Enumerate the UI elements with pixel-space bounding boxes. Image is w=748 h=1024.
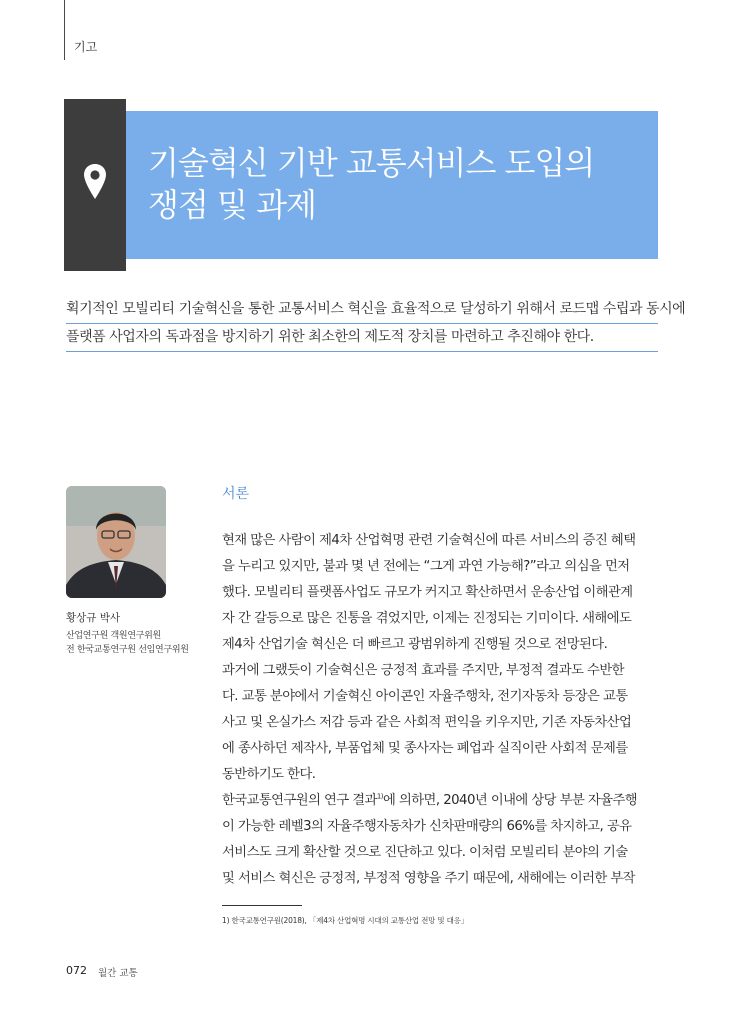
body-line: 자 간 갈등으로 많은 진통을 겪었지만, 이제는 진정되는 기미이다. 새해에도 <box>222 611 632 626</box>
magazine-name: 월간 교통 <box>98 968 138 979</box>
title-line: 쟁점 및 과제 <box>148 186 316 224</box>
body-line: 과거에 그랬듯이 기술혁신은 긍정적 효과를 주지만, 부정적 결과도 수반한 <box>222 663 624 678</box>
summary-line: 플랫폼 사업자의 독과점을 방지하기 위한 최소한의 제도적 장치를 마련하고 추진해야 한다. <box>66 324 658 352</box>
body-line: 현재 많은 사람이 제4차 산업혁명 관련 기술혁신에 따른 서비스의 증진 혜택 <box>222 533 636 548</box>
section-heading: 서론 <box>222 486 250 502</box>
body-line: 에 종사하던 제작사, 부품업체 및 종사자는 폐업과 실직이란 사회적 문제를 <box>222 741 628 756</box>
body-text <box>222 528 658 892</box>
body-line: 및 서비스 혁신은 긍정적, 부정적 영향을 주기 때문에, 새해에는 이러한 부작 <box>222 871 635 886</box>
body-line: 이 가능한 레벨3의 자율주행자동차가 신차판매량의 66%를 차지하고, 공유 <box>222 819 632 834</box>
author-name: 황상규 박사 <box>66 612 121 624</box>
body-line: 다. 교통 분야에서 기술혁신 아이콘인 자율주행차, 전기자동차 등장은 교통 <box>222 689 628 704</box>
pin-block <box>64 99 126 271</box>
footnote: 1) 한국교통연구원(2018), 「제4차 산업혁명 시대의 교통산업 전망 및 대응」 <box>222 916 468 925</box>
author-role: 산업연구원 객원연구위원 <box>66 631 161 641</box>
footnote-rule <box>222 905 302 906</box>
body-line: 서비스도 크게 확산할 것으로 진단하고 있다. 이처럼 모빌리티 분야의 기술 <box>222 845 628 860</box>
section-rule <box>64 0 65 60</box>
body-line: 제4차 산업기술 혁신은 더 빠르고 광범위하게 진행될 것으로 전망된다. <box>222 637 608 652</box>
title-line: 기술혁신 기반 교통서비스 도입의 <box>148 144 595 182</box>
summary-line: 획기적인 모빌리티 기술혁신을 통한 교통서비스 혁신을 효율적으로 달성하기 위해서 로드맵 수립과 동시에 <box>66 296 658 324</box>
summary <box>66 296 686 352</box>
page-number: 072 <box>66 964 87 977</box>
footnote-ref[interactable]: 1) <box>376 792 383 801</box>
section-label: 기고 <box>74 40 98 54</box>
body-text-fragment: 에 의하면, 2040년 이내에 상당 부분 자율주행 <box>383 793 638 808</box>
location-pin-icon <box>83 163 107 201</box>
author-role: 전 한국교통연구원 선임연구위원 <box>66 645 189 655</box>
page-title <box>148 142 594 226</box>
body-line: 사고 및 온실가스 저감 등과 같은 사회적 편익을 키우지만, 기존 자동차산업 <box>222 715 632 730</box>
body-line: 을 누리고 있지만, 불과 몇 년 전에는 “그게 과연 가능해?”라고 의심을 먼저 <box>222 559 630 574</box>
author-photo <box>66 486 166 598</box>
body-line: 했다. 모빌리티 플랫폼사업도 규모가 커지고 확산하면서 운송산업 이해관계 <box>222 585 633 600</box>
body-line <box>222 788 658 814</box>
body-line: 동반하기도 한다. <box>222 767 316 782</box>
body-text-fragment: 한국교통연구원의 연구 결과 <box>222 793 377 808</box>
